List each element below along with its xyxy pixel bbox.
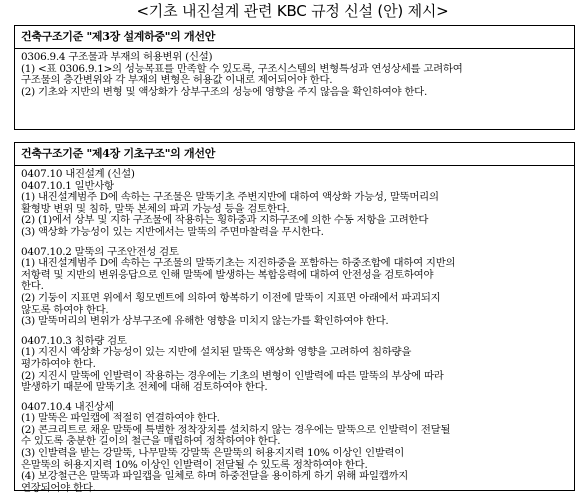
page-title: <기초 내진설계 관련 KBC 규정 신설 (안) 제시> [136, 2, 449, 20]
section-box-design-loads [14, 25, 575, 130]
text-line: (2) (1)에서 상부 및 지하 구조물에 작용하는 횡하중과 지하구조에 의한 수동 저항을 고려한다 [21, 214, 429, 227]
text-line: (1) 내진설계범주 D에 속하는 구조물은 말뚝기초 주변지반에 대하여 액상화 가능성, 말뚝머리의 [21, 191, 439, 204]
text-line: 않도록 하여야 한다. [21, 303, 109, 316]
text-line: 0407.10.1 일반사항 [21, 179, 114, 192]
text-line: 저항력 및 지반의 변위응답으로 인해 말뚝에 발생하는 복합응력에 대하여 안전성을 검토하여야 [21, 268, 434, 281]
text-line: 구조물의 층간변위와 각 부재의 변형은 허용값 이내로 제어되어야 한다. [21, 74, 333, 87]
subsection [21, 402, 568, 495]
text-line: (2) 기둥이 지표면 위에서 횡모멘트에 의하여 항복하기 이전에 말뚝이 지표면 아래에서 파괴되지 [21, 291, 441, 304]
text-line: 0306.9.4 구조물과 부재의 허용변위 (신설) [21, 51, 213, 63]
section-box-foundation [14, 142, 575, 494]
text-line: (2) 기초와 지반의 변형 및 액상화가 상부구조의 성능에 영향을 주지 않음을 확인하여야 한다. [21, 85, 427, 98]
text-line: (2) 콘크리트로 채운 말뚝에 특별한 정착장치를 설치하지 않는 경우에는 말뚝으로 인발력이 전달될 [21, 423, 451, 436]
text-line: (1) <표 0306.9.1>의 성능목표를 만족할 수 있도록, 구조시스템의 변형특성과 연성상세를 고려하여 [21, 62, 463, 75]
text-line: (1) 말뚝은 파일캡에 적절히 연결하여야 한다. [21, 412, 220, 425]
section-body [15, 49, 574, 98]
text-line: (3) 인발력을 받는 강말뚝, 나무말뚝 강말뚝 은말뚝의 허용지지력 10% 이상인 인발력이 [21, 447, 405, 460]
subsection [21, 247, 568, 328]
text-line: 0407.10 내진설계 (신설) [21, 168, 135, 180]
text-line: 은말뚝의 허용지지력 10% 이상인 인발력이 전달될 수 있도록 정착하여야 한다. [21, 458, 368, 471]
text-line: 활형방 변위 및 침하, 말뚝 본체의 파괴 가능성 등을 검토한다. [21, 202, 290, 215]
subsection [21, 169, 568, 239]
text-line: (2) 지진시 말뚝에 인발력이 작용하는 경우에는 기초의 변형이 인발력에 따른 말뚝의 부상에 따라 [21, 369, 444, 382]
text-line: 0407.10.2 말뚝의 구조안전성 검토 [21, 245, 179, 258]
text-line: 0407.10.4 내진상세 [21, 400, 114, 413]
section-header: 건축구조기준 "제3장 설계하중"의 개선안 [15, 26, 574, 49]
subsection [21, 336, 568, 394]
text-line: 평가하여야 한다. [21, 357, 96, 370]
section-body [15, 166, 574, 494]
section-header: 건축구조기준 "제4장 기초구조"의 개선안 [15, 143, 574, 166]
text-line: (3) 액상화 가능성이 있는 지반에서는 말뚝의 주면마찰력을 무시한다. [21, 225, 324, 238]
text-line: (1) 지진시 액상화 가능성이 있는 지반에 설치된 말뚝은 액상화 영향을 고려하여 침하량을 [21, 346, 412, 359]
text-line: (4) 보강철근은 말뚝과 파일캡을 일체로 하며 하중전달을 용이하게 하기 위해 파일캡까지 [21, 470, 409, 483]
text-line: 수 있도록 충분한 길이의 철근을 매립하여 정착하여야 한다. [21, 435, 281, 448]
text-line: 발생하기 때문에 말뚝기초 전체에 대해 검토하여야 한다. [21, 381, 268, 394]
text-line: 한다. [21, 280, 44, 293]
text-line: 연장되어야 한다. [21, 481, 96, 494]
text-line: (3) 말뚝머리의 변위가 상부구조에 유해한 영향을 미치지 않는가를 확인하여야 한다. [21, 315, 389, 328]
text-line: (1) 내진설계범주 D에 속하는 구조물의 말뚝기초는 지진하중을 포함하는 하중조합에 대하여 지반의 [21, 257, 456, 270]
text-line: 0407.10.3 침하량 검토 [21, 334, 127, 347]
